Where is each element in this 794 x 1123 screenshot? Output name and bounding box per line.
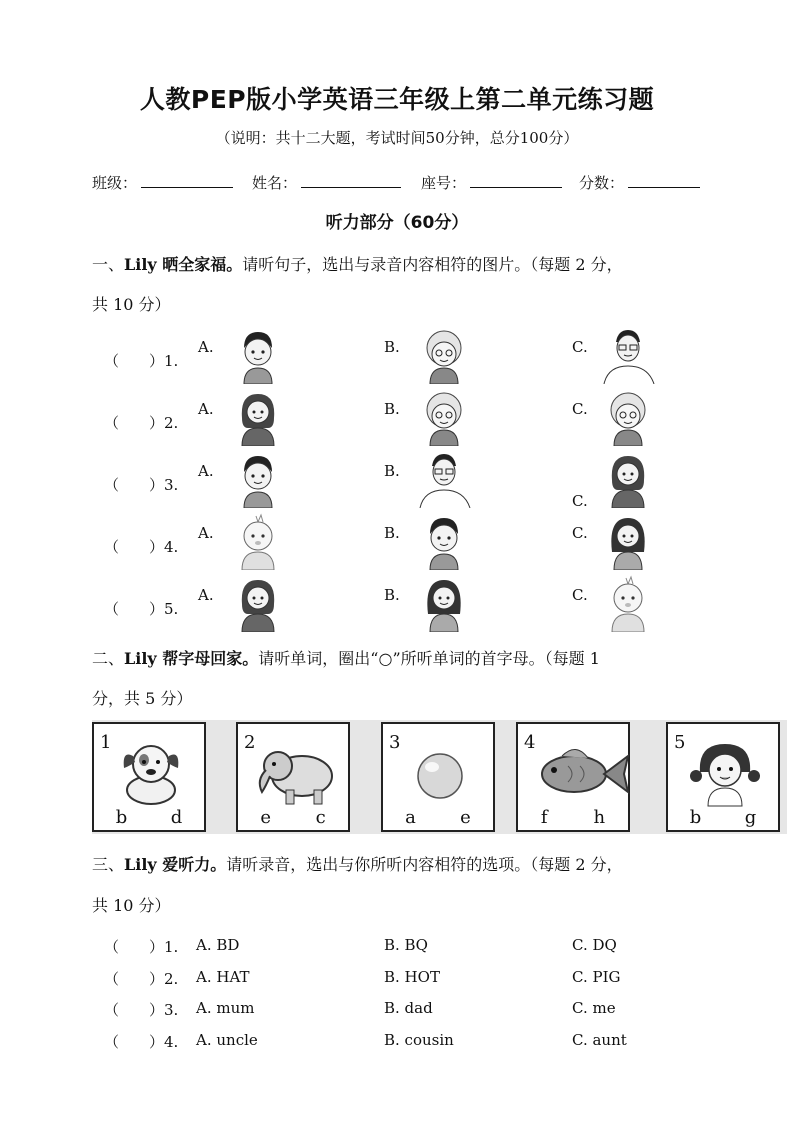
q2-number: 二、 [92, 649, 125, 668]
q1-answer-slot[interactable] [104, 412, 178, 433]
father-icon[interactable] [416, 450, 472, 508]
q3-answer-slot[interactable] [104, 999, 178, 1020]
answer-paren[interactable]: （ ） [104, 1033, 165, 1051]
option-a[interactable]: A. uncle [196, 1031, 258, 1049]
option-label[interactable]: A. [198, 462, 214, 480]
ball-icon [397, 736, 483, 808]
letter-option[interactable]: b [115, 807, 128, 828]
option-a[interactable]: A. HAT [196, 968, 250, 986]
answer-paren[interactable]: （ ） [104, 938, 165, 956]
answer-paren[interactable]: （ ） [104, 414, 165, 432]
girl-icon[interactable] [600, 512, 656, 570]
q3-heading-cont: 共 10 分） [92, 896, 171, 915]
letter-card-1 [92, 722, 206, 832]
name-blank[interactable] [301, 173, 401, 188]
letter-option[interactable]: f [540, 807, 548, 828]
item-number: 4. [164, 1033, 179, 1051]
option-b[interactable]: B. BQ [384, 936, 428, 954]
card-letters [518, 807, 628, 828]
exam-instructions: （说明：共十二大题，考试时间50分钟，总分100分） [215, 129, 579, 147]
letter-card-3 [381, 722, 495, 832]
q1-answer-slot[interactable] [104, 474, 178, 495]
option-label[interactable]: A. [198, 338, 214, 356]
score-field [579, 172, 700, 193]
class-field [92, 172, 233, 193]
score-blank[interactable] [628, 173, 700, 188]
option-b[interactable]: B. HOT [384, 968, 440, 986]
card-number: 1 [100, 732, 112, 753]
option-b[interactable]: B. cousin [384, 1031, 454, 1049]
option-label[interactable]: B. [384, 524, 400, 542]
mother-icon[interactable] [230, 574, 286, 632]
seat-field [421, 172, 562, 193]
card-letters [238, 807, 348, 828]
option-c[interactable]: C. DQ [572, 936, 617, 954]
class-label: 班级： [92, 174, 138, 192]
baby-icon[interactable] [230, 512, 286, 570]
option-label[interactable]: A. [198, 400, 214, 418]
letter-option[interactable]: g [744, 807, 757, 828]
card-number: 2 [244, 732, 256, 753]
option-label[interactable]: C. [572, 524, 588, 542]
answer-paren[interactable]: （ ） [104, 476, 165, 494]
option-label[interactable]: B. [384, 400, 400, 418]
father-icon[interactable] [600, 326, 656, 384]
name-field [252, 172, 401, 193]
item-number: 1. [164, 938, 179, 956]
score-label: 分数： [579, 174, 625, 192]
letter-option[interactable]: h [593, 807, 606, 828]
option-label[interactable]: A. [198, 586, 214, 604]
item-number: 2. [164, 414, 179, 432]
q1-answer-slot[interactable] [104, 536, 178, 557]
option-a[interactable]: A. BD [196, 936, 240, 954]
class-blank[interactable] [141, 173, 233, 188]
q1-answer-slot[interactable] [104, 598, 178, 619]
grandma-icon[interactable] [416, 388, 472, 446]
option-c[interactable]: C. PIG [572, 968, 621, 986]
letter-card-4 [516, 722, 630, 832]
elephant-icon [252, 736, 338, 808]
item-number: 3. [164, 476, 179, 494]
q1-number: 一、 [92, 255, 125, 274]
seat-label: 座号： [421, 174, 467, 192]
listening-section-header: 听力部分（60分） [325, 213, 469, 233]
card-letters [383, 807, 493, 828]
q2-text: 请听单词，圈出“○”所听单词的首字母。（每题 1 [258, 649, 600, 668]
q3-number: 三、 [92, 855, 125, 874]
q1-heading [92, 256, 722, 274]
q2-heading [92, 650, 722, 668]
option-c[interactable]: C. me [572, 999, 616, 1017]
name-label: 姓名： [252, 174, 298, 192]
q1-text: 请听句子，选出与录音内容相符的图片。（每题 2 分， [242, 255, 623, 274]
letter-option[interactable]: e [460, 807, 471, 828]
card-letters [668, 807, 778, 828]
boy-icon[interactable] [230, 326, 286, 384]
dog-icon [108, 736, 194, 808]
card-number: 4 [524, 732, 536, 753]
letter-card-2 [236, 722, 350, 832]
boy-icon[interactable] [230, 450, 286, 508]
girl-icon [682, 736, 768, 808]
q3-answer-slot[interactable] [104, 936, 178, 957]
mother-icon[interactable] [600, 450, 656, 508]
option-a[interactable]: A. mum [196, 999, 255, 1017]
q3-heading [92, 856, 722, 874]
letter-option[interactable]: e [260, 807, 271, 828]
q3-answer-slot[interactable] [104, 1031, 178, 1052]
q2-heading-cont: 分，共 5 分） [92, 689, 193, 708]
seat-blank[interactable] [470, 173, 562, 188]
answer-paren[interactable]: （ ） [104, 352, 165, 370]
answer-paren[interactable]: （ ） [104, 600, 165, 618]
page-title: 人教PEP版小学英语三年级上第二单元练习题 [139, 85, 655, 114]
option-label[interactable]: B. [384, 586, 400, 604]
baby-icon[interactable] [600, 574, 656, 632]
item-number: 3. [164, 1001, 179, 1019]
option-label[interactable]: B. [384, 338, 400, 356]
option-label[interactable]: C. [572, 586, 588, 604]
letter-option[interactable]: d [170, 807, 183, 828]
item-number: 5. [164, 600, 179, 618]
option-label[interactable]: C. [572, 492, 588, 510]
card-letters [94, 807, 204, 828]
answer-paren[interactable]: （ ） [104, 538, 165, 556]
mother-icon[interactable] [230, 388, 286, 446]
card-number: 3 [389, 732, 401, 753]
boy-icon[interactable] [416, 512, 472, 570]
q1-heading-cont: 共 10 分） [92, 295, 171, 314]
q3-text: 请听录音，选出与你所听内容相符的选项。（每题 2 分， [226, 855, 623, 874]
option-label[interactable]: A. [198, 524, 214, 542]
q3-answer-slot[interactable] [104, 968, 178, 989]
q2-title: Lily 帮字母回家。 [124, 649, 259, 668]
option-label[interactable]: B. [384, 462, 400, 480]
letter-option[interactable]: a [405, 807, 416, 828]
option-c[interactable]: C. aunt [572, 1031, 627, 1049]
answer-paren[interactable]: （ ） [104, 970, 165, 988]
letter-card-5 [666, 722, 780, 832]
q1-answer-slot[interactable] [104, 350, 178, 371]
item-number: 4. [164, 538, 179, 556]
letter-option[interactable]: b [689, 807, 702, 828]
girl-icon[interactable] [416, 574, 472, 632]
item-number: 1. [164, 352, 179, 370]
card-number: 5 [674, 732, 686, 753]
option-label[interactable]: C. [572, 400, 588, 418]
grandma-icon[interactable] [416, 326, 472, 384]
grandma-icon[interactable] [600, 388, 656, 446]
q3-title: Lily 爱听力。 [124, 855, 227, 874]
answer-paren[interactable]: （ ） [104, 1001, 165, 1019]
option-b[interactable]: B. dad [384, 999, 433, 1017]
item-number: 2. [164, 970, 179, 988]
letter-option[interactable]: c [315, 807, 326, 828]
option-label[interactable]: C. [572, 338, 588, 356]
fish-icon [532, 736, 632, 808]
q1-title: Lily 晒全家福。 [124, 255, 243, 274]
